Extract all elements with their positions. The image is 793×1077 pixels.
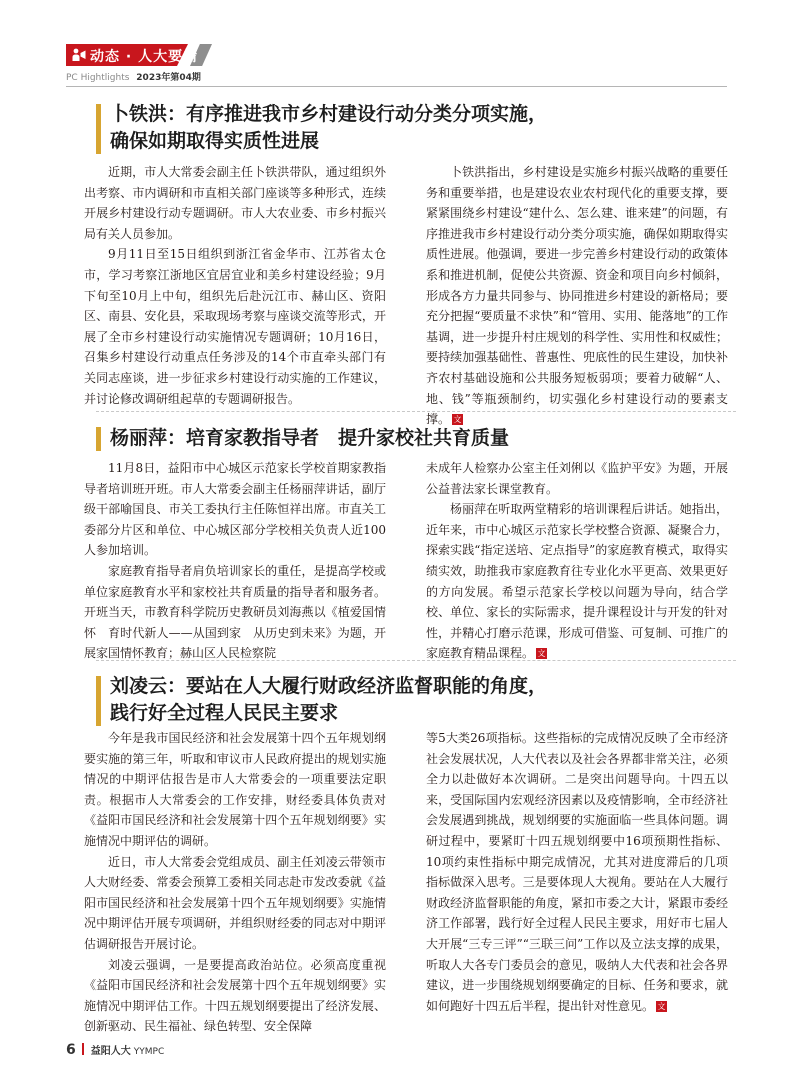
- publication-abbr: YYMPC: [133, 1047, 165, 1057]
- paragraph: 近日，市人大常委会党组成员、副主任刘凌云带领市人大财经委、常委会预算工委相关同志赴市发改委就《益阳市国民经济和社会发展第十四个五年规划纲要》实施情况中期评估开展专项调研，并组织财经委的同志对中期评估调研报告开展讨论。: [84, 854, 386, 951]
- heading-accent-bar: [96, 427, 101, 451]
- page-number: 6: [66, 1042, 76, 1058]
- section-label: 动态 · 人大要情: [90, 49, 199, 65]
- paragraph: 11月8日，益阳市中心城区示范家长学校首期家教指导者培训班开班。市人大常委会副主任杨丽萍讲话，副厅级干部喻国良、市关工委执行主任陈恒祥出席。市直关工委部分片区和单位、中心城区部分学校相关负责人近100人参加培训。: [84, 461, 386, 558]
- person-megaphone-icon: [71, 47, 87, 63]
- paragraph: 刘凌云强调，一是要提高政治站位。必须高度重视《益阳市国民经济和社会发展第十四个五年规划纲要》实施情况中期评估工作。十四五规划纲要提出了经济发展、创新驱动、民生福祉、绿色转型、安全保障: [84, 957, 386, 1034]
- paragraph-with-end-mark: [426, 162, 728, 430]
- article-3-title: [110, 673, 547, 727]
- paragraph-with-end-mark: [426, 728, 728, 1016]
- paragraph: 卜铁洪指出，乡村建设是实施乡村振兴战略的重要任务和重要举措，也是建设农业农村现代化的重要支撑，要紧紧围绕乡村建设“建什么、怎么建、谁来建”的问题，有序推进我市乡村建设行动分类分项实施，确保如期取得实质性进展。他强调，要进一步完善乡村建设行动的政策体系和推进机制，促使公共资源、资金和项目向乡村倾斜，形成各方力量共同参与、协同推进乡村建设的新格局；要充分把握“要质量不求快”和“管用、实用、能落地”的工作基调，进一步提升村庄规划的科学性、实用性和权威性；要持续加强基础性、普惠性、兜底性的民生建设，加快补齐农村基础设施和公共服务短板弱项；要着力破解“人、地、钱”等瓶颈制约，切实强化乡村建设行动的要素支撑。: [426, 165, 728, 427]
- subtitle-text: PC Hightlights: [66, 73, 130, 83]
- article-1-right-column: [426, 162, 728, 430]
- paragraph-continued: 未成年人检察办公室主任刘俐以《监护平安》为题，开展公益普法家长课堂教育。: [426, 461, 728, 496]
- paragraph-with-end-mark: [426, 499, 728, 664]
- article-2-title: [110, 425, 509, 452]
- article-3-title-line2: 践行好全过程人民民主要求: [110, 702, 339, 724]
- article-2-left-column: [84, 458, 386, 664]
- heading-accent-bar: [96, 676, 101, 726]
- section-divider: [96, 660, 736, 661]
- article-1-title: [110, 101, 547, 155]
- paragraph: 9月11日至15日组织到浙江省金华市、江苏省太仓市，学习考察江浙地区宜居宜业和美乡村建设经验；9月下旬至10月上中旬，组织先后赴沅江市、赫山区、资阳区、南县、安化县，采取现场考察与座谈交流等形式，开展了全市乡村建设行动实施情况专题调研；10月16日，召集乡村建设行动重点任务涉及的14个市直牵头部门有关同志座谈，进一步征求乡村建设行动实施的工作建议，并讨论修改调研组起草的专题调研报告。: [84, 247, 386, 406]
- article-3-right-column: [426, 728, 728, 1016]
- article-2-title-line1: 杨丽萍：培育家教指导者 提升家校社共育质量: [110, 427, 510, 449]
- end-mark-icon: 文: [657, 1001, 666, 1011]
- paragraph: 杨丽萍在听取两堂精彩的培训课程后讲话。她指出，近年来，市中心城区示范家长学校整合资源、凝聚合力，探索实践“指定送培、定点指导”的家庭教育模式，取得实绩实效，助推我市家庭教育往专业化水平更高、效果更好的方向发展。希望示范家长学校以问题为导向，结合学校、单位、家长的实际需求，提升课程设计与开发的针对性，并精心打磨示范课，形成可借鉴、可复制、可推广的家庭教育精品课程。: [426, 502, 728, 661]
- heading-accent-bar: [96, 104, 101, 154]
- paragraph: 今年是我市国民经济和社会发展第十四个五年规划纲要实施的第三年，听取和审议市人民政府提出的规划实施情况的中期评估报告是市人大常委会的一项重要法定职责。根据市人大常委会的工作安排，财经委具体负责对《益阳市国民经济和社会发展第十四个五年规划纲要》实施情况中期评估的调研。: [84, 731, 386, 848]
- article-1-title-line2: 确保如期取得实质性进展: [110, 130, 320, 152]
- header-subtitle: [66, 70, 201, 83]
- paragraph: 家庭教育指导者肩负培训家长的重任，是提高学校或单位家庭教育水平和家校社共育质量的指导者和服务者。开班当天，市教育科学院历史教研员刘海燕以《植爱国情怀 育时代新人——从国到家 从历史到未来》为题，开展家国情怀教育；赫山区人民检察院: [84, 563, 386, 661]
- end-mark-icon: 文: [453, 415, 462, 425]
- article-1-title-line1: 卜铁洪：有序推进我市乡村建设行动分类分项实施，: [110, 103, 548, 125]
- article-1-left-column: [84, 162, 386, 409]
- article-2-right-column: [426, 458, 728, 664]
- section-divider: [96, 411, 736, 412]
- paragraph-continued: 等5大类26项指标。这些指标的完成情况反映了全市经济社会发展状况，人大代表以及社会各界都非常关注，必须全力以赴做好本次调研。二是突出问题导向。十四五以来，受国际国内宏观经济因素以及疫情影响，全市经济社会发展遇到挑战，规划纲要的实施面临一些具体问题。调研过程中，要紧盯十四五规划纲要中16项预期性指标、10项约束性指标中期完成情况，尤其对进度滞后的几项指标做深入思考。三是要体现人大视角。要站在人大履行财政经济监督职能的角度，紧扣市委之大计，紧跟市委经济工作部署，践行好全过程人民民主要求，用好市七届人大开展“三专三评”“三联三问”工作以及立法支撑的成果，听取人大各专门委员会的意见，吸纳人大代表和社会各界建议，进一步围绕规划纲要确定的目标、任务和要求，就如何跑好十四五后半程，提出针对性意见。: [426, 731, 728, 1013]
- header-rule: [66, 86, 727, 87]
- publication-name: 益阳人大: [90, 1046, 131, 1057]
- issue-number: 2023年第04期: [136, 73, 201, 83]
- article-3-left-column: [84, 728, 386, 1037]
- article-3-title-line1: 刘凌云：要站在人大履行财政经济监督职能的角度，: [110, 675, 548, 697]
- end-mark-icon: 文: [537, 649, 546, 659]
- section-tag: [66, 44, 216, 66]
- paragraph: 近期，市人大常委会副主任卜铁洪带队，通过组织外出考察、市内调研和市直相关部门座谈等多种形式，连续开展乡村建设行动专题调研。市人大农业委、市乡村振兴局有关人员参加。: [84, 165, 386, 241]
- page-footer: [66, 1039, 164, 1058]
- footer-separator: [82, 1043, 84, 1055]
